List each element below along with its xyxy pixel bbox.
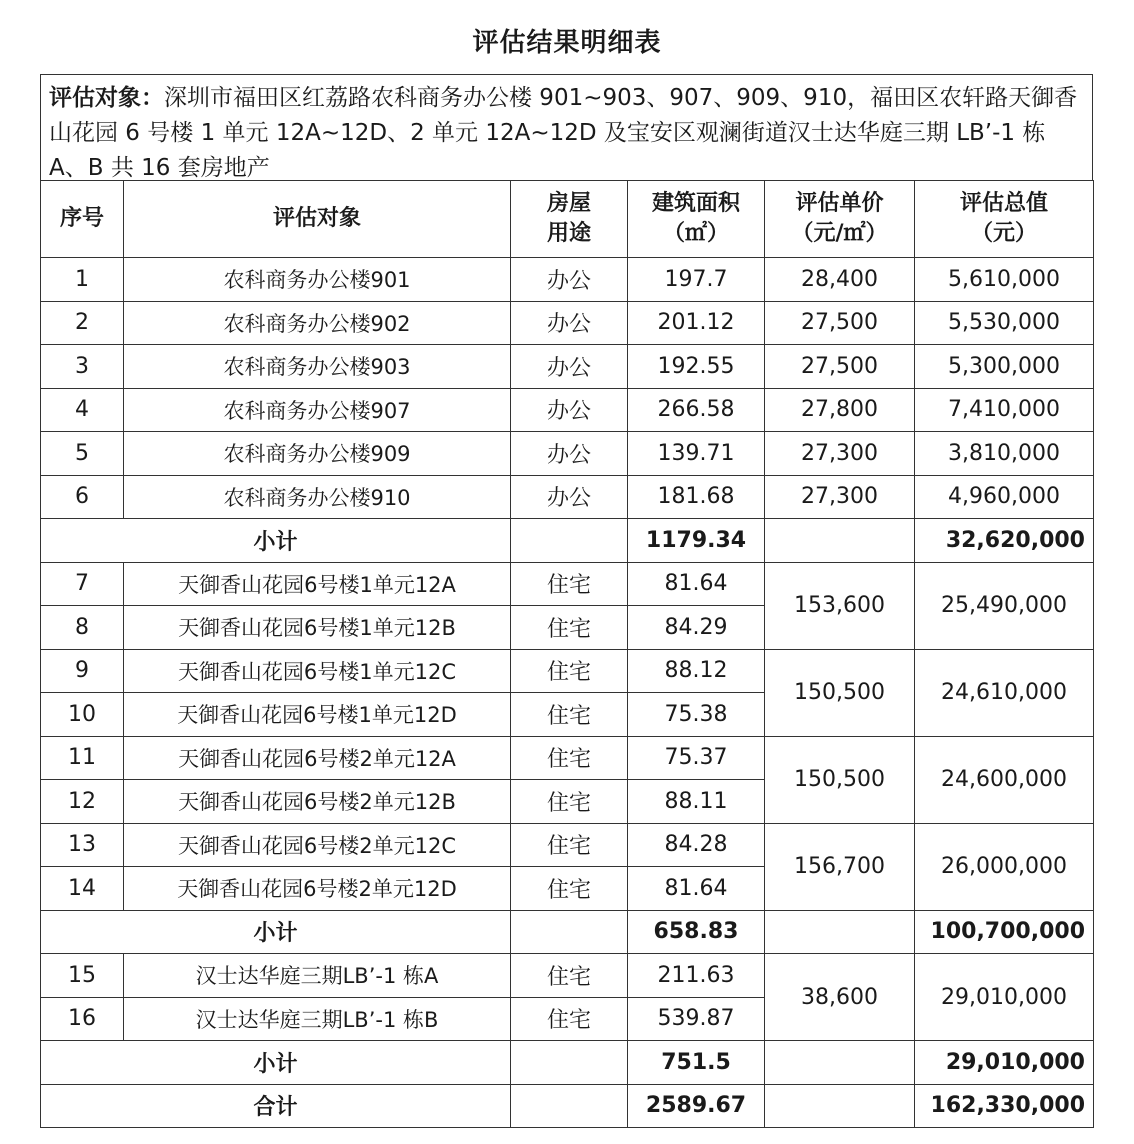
table-cell: 88.11 xyxy=(628,780,765,824)
table-cell: 29,010,000 xyxy=(915,954,1094,1041)
table-row xyxy=(41,736,1094,780)
header-total: 评估总值 （元） xyxy=(915,181,1094,258)
table-cell: 小计 xyxy=(41,519,511,563)
table-cell: 38,600 xyxy=(765,954,915,1041)
table-cell: 2589.67 xyxy=(628,1084,765,1128)
table-cell: 156,700 xyxy=(765,823,915,910)
table-cell: 小计 xyxy=(41,910,511,954)
table-cell: 192.55 xyxy=(628,345,765,389)
table-cell xyxy=(765,1041,915,1085)
table-cell: 5 xyxy=(41,432,124,476)
table-cell: 农科商务办公楼907 xyxy=(124,388,511,432)
table-cell: 农科商务办公楼910 xyxy=(124,475,511,519)
table-cell: 27,800 xyxy=(765,388,915,432)
table-cell xyxy=(765,1084,915,1128)
table-cell: 住宅 xyxy=(511,562,628,606)
table-cell: 84.28 xyxy=(628,823,765,867)
table-cell: 201.12 xyxy=(628,301,765,345)
table-cell: 办公 xyxy=(511,432,628,476)
table-cell: 5,530,000 xyxy=(915,301,1094,345)
table-header-row xyxy=(41,181,1094,258)
table-cell: 天御香山花园6号楼1单元12B xyxy=(124,606,511,650)
table-cell: 农科商务办公楼901 xyxy=(124,258,511,302)
table-cell: 15 xyxy=(41,954,124,998)
table-cell: 农科商务办公楼902 xyxy=(124,301,511,345)
table-cell: 1 xyxy=(41,258,124,302)
table-cell: 小计 xyxy=(41,1041,511,1085)
table-cell: 24,600,000 xyxy=(915,736,1094,823)
table-cell: 天御香山花园6号楼2单元12A xyxy=(124,736,511,780)
table-cell: 3 xyxy=(41,345,124,389)
table-row xyxy=(41,823,1094,867)
table-cell: 75.37 xyxy=(628,736,765,780)
table-row xyxy=(41,345,1094,389)
table-cell: 合计 xyxy=(41,1084,511,1128)
table-cell: 658.83 xyxy=(628,910,765,954)
table-cell: 32,620,000 xyxy=(915,519,1094,563)
table-cell: 197.7 xyxy=(628,258,765,302)
table-cell: 539.87 xyxy=(628,997,765,1041)
table-cell: 汉士达华庭三期LB’-1 栋A xyxy=(124,954,511,998)
table-cell: 办公 xyxy=(511,258,628,302)
table-cell: 汉士达华庭三期LB’-1 栋B xyxy=(124,997,511,1041)
header-object: 评估对象 xyxy=(124,181,511,258)
table-cell: 12 xyxy=(41,780,124,824)
table-cell: 4 xyxy=(41,388,124,432)
table-cell: 住宅 xyxy=(511,823,628,867)
table-cell: 181.68 xyxy=(628,475,765,519)
table-cell: 住宅 xyxy=(511,736,628,780)
table-cell: 农科商务办公楼909 xyxy=(124,432,511,476)
table-cell: 天御香山花园6号楼1单元12D xyxy=(124,693,511,737)
table-row xyxy=(41,562,1094,606)
table-cell: 211.63 xyxy=(628,954,765,998)
header-area: 建筑面积 （㎡） xyxy=(628,181,765,258)
table-cell: 29,010,000 xyxy=(915,1041,1094,1085)
table-cell: 7,410,000 xyxy=(915,388,1094,432)
table-cell: 162,330,000 xyxy=(915,1084,1094,1128)
table-cell: 天御香山花园6号楼1单元12A xyxy=(124,562,511,606)
table-cell: 88.12 xyxy=(628,649,765,693)
table-cell: 751.5 xyxy=(628,1041,765,1085)
table-cell: 139.71 xyxy=(628,432,765,476)
table-row xyxy=(41,954,1094,998)
table-cell: 2 xyxy=(41,301,124,345)
table-cell: 住宅 xyxy=(511,867,628,911)
table-cell: 住宅 xyxy=(511,606,628,650)
table-cell xyxy=(765,519,915,563)
table-cell: 27,300 xyxy=(765,432,915,476)
table-cell: 住宅 xyxy=(511,780,628,824)
table-cell: 办公 xyxy=(511,388,628,432)
header-no: 序号 xyxy=(41,181,124,258)
table-cell: 3,810,000 xyxy=(915,432,1094,476)
table-cell xyxy=(511,519,628,563)
table-cell: 办公 xyxy=(511,475,628,519)
subtotal-row xyxy=(41,1041,1094,1085)
table-cell: 住宅 xyxy=(511,649,628,693)
table-cell: 5,610,000 xyxy=(915,258,1094,302)
table-cell: 天御香山花园6号楼1单元12C xyxy=(124,649,511,693)
table-cell: 13 xyxy=(41,823,124,867)
table-cell: 5,300,000 xyxy=(915,345,1094,389)
table-cell: 27,300 xyxy=(765,475,915,519)
table-cell: 办公 xyxy=(511,345,628,389)
table-cell: 7 xyxy=(41,562,124,606)
table-cell: 26,000,000 xyxy=(915,823,1094,910)
table-cell xyxy=(511,910,628,954)
table-cell: 农科商务办公楼903 xyxy=(124,345,511,389)
table-cell: 81.64 xyxy=(628,867,765,911)
valuation-sheet xyxy=(40,74,1093,1128)
subject-label: 评估对象： xyxy=(49,85,164,111)
table-cell xyxy=(511,1041,628,1085)
table-cell: 27,500 xyxy=(765,301,915,345)
table-cell: 11 xyxy=(41,736,124,780)
table-cell: 75.38 xyxy=(628,693,765,737)
table-cell: 153,600 xyxy=(765,562,915,649)
table-cell: 14 xyxy=(41,867,124,911)
table-cell xyxy=(511,1084,628,1128)
table-row xyxy=(41,258,1094,302)
subtotal-row xyxy=(41,519,1094,563)
table-cell: 8 xyxy=(41,606,124,650)
table-cell: 住宅 xyxy=(511,997,628,1041)
table-cell: 81.64 xyxy=(628,562,765,606)
header-use: 房屋 用途 xyxy=(511,181,628,258)
valuation-subject xyxy=(40,74,1093,180)
table-row xyxy=(41,388,1094,432)
table-cell: 266.58 xyxy=(628,388,765,432)
table-cell: 100,700,000 xyxy=(915,910,1094,954)
table-cell: 天御香山花园6号楼2单元12C xyxy=(124,823,511,867)
table-row xyxy=(41,301,1094,345)
table-row xyxy=(41,475,1094,519)
table-cell: 150,500 xyxy=(765,736,915,823)
table-cell: 天御香山花园6号楼2单元12D xyxy=(124,867,511,911)
grand-total-row xyxy=(41,1084,1094,1128)
table-cell: 16 xyxy=(41,997,124,1041)
table-row xyxy=(41,649,1094,693)
table-cell: 24,610,000 xyxy=(915,649,1094,736)
table-row xyxy=(41,432,1094,476)
table-cell: 1179.34 xyxy=(628,519,765,563)
table-cell: 9 xyxy=(41,649,124,693)
table-cell: 28,400 xyxy=(765,258,915,302)
table-cell: 10 xyxy=(41,693,124,737)
header-price: 评估单价 （元/㎡） xyxy=(765,181,915,258)
table-cell: 25,490,000 xyxy=(915,562,1094,649)
table-cell: 84.29 xyxy=(628,606,765,650)
table-cell: 住宅 xyxy=(511,954,628,998)
subtotal-row xyxy=(41,910,1094,954)
table-cell: 办公 xyxy=(511,301,628,345)
table-cell: 住宅 xyxy=(511,693,628,737)
subject-text: 深圳市福田区红荔路农科商务办公楼 901~903、907、909、910，福田区农轩路天御香山花园 6 号楼 1 单元 12A~12D、2 单元 12A~12D 及宝安区观澜街道汉士达华庭三期 LB’-1 栋 A、B 共 16 套房地产 xyxy=(49,85,1078,180)
table-cell: 6 xyxy=(41,475,124,519)
valuation-table xyxy=(40,180,1094,1128)
table-cell: 27,500 xyxy=(765,345,915,389)
table-cell xyxy=(765,910,915,954)
page-title: 评估结果明细表 xyxy=(472,28,662,58)
table-cell: 4,960,000 xyxy=(915,475,1094,519)
table-cell: 天御香山花园6号楼2单元12B xyxy=(124,780,511,824)
table-cell: 150,500 xyxy=(765,649,915,736)
